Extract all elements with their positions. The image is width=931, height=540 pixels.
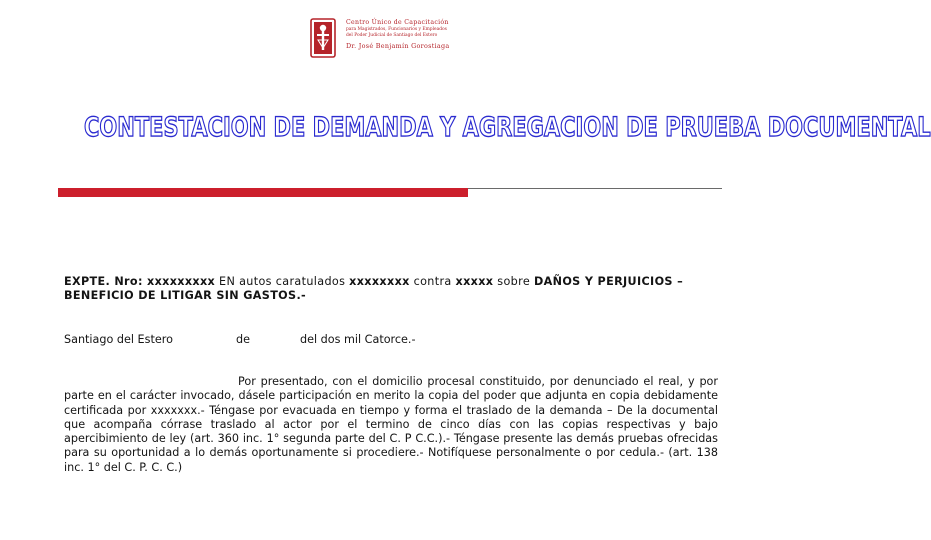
logo-line-3: del Poder Judicial de Santiago del Estero <box>346 33 438 39</box>
case-text-1: EN autos caratulados <box>215 275 350 288</box>
resolution-text: Por presentado, con el domicilio procesal constituido, por denunciado el real, y por parte en el carácter invocado, dásele participación en merito la copia del poder que adjunta en copia debidamente certificada por xxxxxxx.- Téngase por evacuada en tiempo y forma el traslado de la demanda – De la documental que acompaña córrase traslado al actor por el termino de cinco días con las copias respectivas y bajo apercibimiento de ley (art. 360 inc. 1° segunda parte del C. P C.C.).- Téngase presente las demás pruebas ofrecidas para su oportunidad a lo demás oportunamente si procediere.- Notifíquese personalmente o por cedula.- (art. 138 inc. 1° del C. P. C. C.) <box>64 375 718 474</box>
case-heading <box>64 275 720 303</box>
place-city: Santiago del Estero <box>64 333 173 346</box>
resolution-body <box>64 375 718 475</box>
logo-line-4: Dr. José Benjamín Gorostiaga <box>346 41 450 50</box>
case-text-2: contra <box>409 275 456 288</box>
case-subject: DAÑOS Y PERJUICIOS – BENEFICIO DE LITIGAR SIN GASTOS.- <box>64 275 684 302</box>
logo-line-2: para Magistrados, Funcionarios y Empleados <box>346 27 447 33</box>
defendant-name: xxxxx <box>455 275 494 288</box>
case-text-3: sobre <box>493 275 534 288</box>
case-number: EXPTE. Nro: xxxxxxxxx <box>64 275 216 288</box>
accent-bar <box>58 188 468 197</box>
plaintiff-name: xxxxxxxx <box>349 275 410 288</box>
divider-line <box>468 188 722 189</box>
institution-logo <box>310 18 480 62</box>
crest-icon <box>310 18 336 58</box>
logo-line-1: Centro Único de Capacitación <box>346 19 449 26</box>
logo-text <box>346 20 480 49</box>
place-de: de <box>236 333 250 346</box>
document-title: CONTESTACION DE DEMANDA Y AGREGACION DE PRUEBA DOCUMENTAL <box>84 112 931 142</box>
place-date: del dos mil Catorce.- <box>300 333 416 346</box>
